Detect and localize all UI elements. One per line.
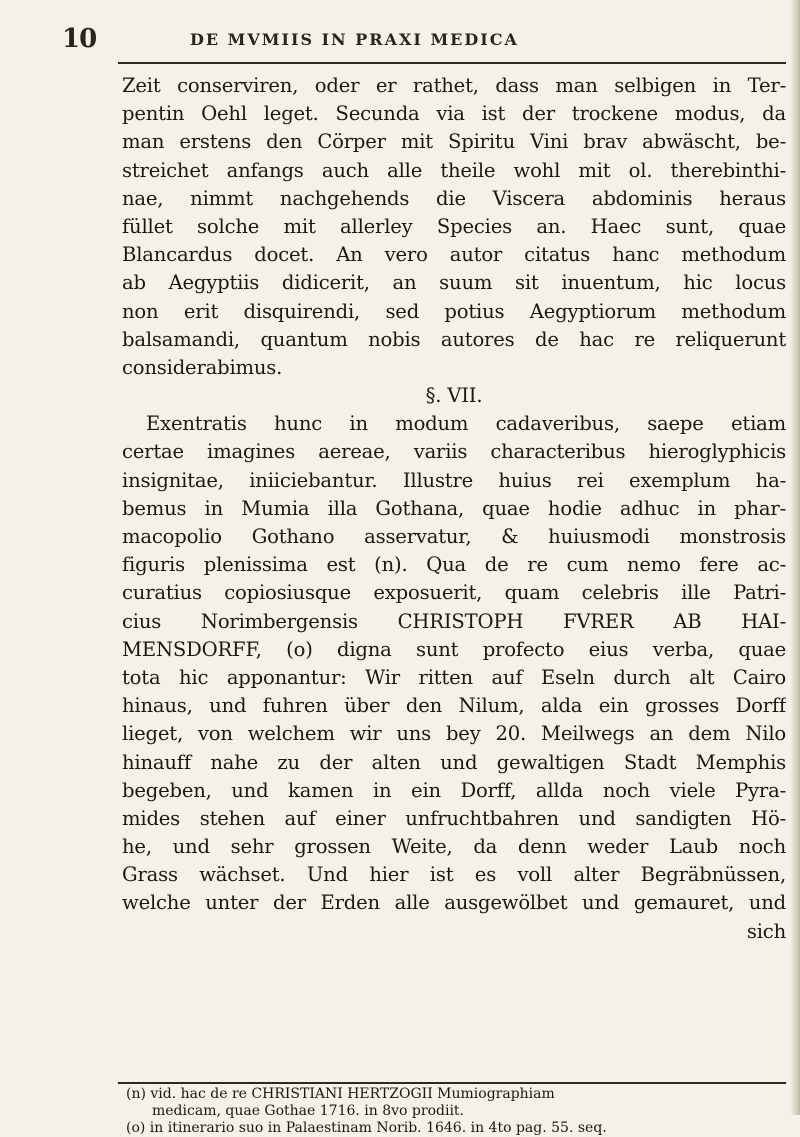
catchword: sich xyxy=(746,919,786,943)
section-heading: §. VII. xyxy=(425,384,483,408)
text-line: curatius copiosiusque exposuerit, quam celebris ille Patri- xyxy=(122,581,786,605)
text-line: he, und sehr grossen Weite, da denn weder Laub noch xyxy=(122,835,786,859)
text-line: füllet solche mit allerley Species an. Haec sunt, quae xyxy=(122,214,786,238)
text-line: pentin Oehl leget. Secunda via ist der trockene modus, da xyxy=(122,102,786,126)
text-line: balsamandi, quantum nobis autores de hac re reliquerunt xyxy=(122,327,786,351)
text-line: lieget, von welchem wir uns bey 20. Meilwegs an dem Nilo xyxy=(122,722,786,746)
text-line: Zeit conserviren, oder er rathet, dass man selbigen in Ter- xyxy=(122,74,786,97)
text-line: cius Norimbergensis CHRISTOPH FVRER AB HAI- xyxy=(122,609,786,633)
page-edge xyxy=(790,0,800,1115)
text-line: Blancardus docet. An vero autor citatus hanc methodum xyxy=(122,243,786,267)
text-line: nae, nimmt nachgehends die Viscera abdominis heraus xyxy=(122,186,786,210)
header-rule xyxy=(118,62,786,64)
text-line: welche unter der Erden alle ausgewölbet und gemauret, und xyxy=(122,891,786,915)
text-line: hinauff nahe zu der alten und gewaltigen Stadt Memphis xyxy=(122,750,786,774)
text-line: tota hic apponantur: Wir ritten auf Eseln durch alt Cairo xyxy=(122,665,786,689)
text-line: streichet anfangs auch alle theile wohl mit ol. therebinthi- xyxy=(122,158,786,182)
text-line: considerabimus. xyxy=(122,355,283,379)
text-line: begeben, und kamen in ein Dorff, allda noch viele Pyra- xyxy=(122,778,786,802)
footnote: (o) in itinerario suo in Palaestinam Norib. 1646. in 4to pag. 55. seq. xyxy=(126,1120,607,1136)
text-line: Exentratis hunc in modum cadaveribus, saepe etiam xyxy=(146,412,786,436)
body-text xyxy=(122,72,786,946)
footnote-rule xyxy=(118,1082,786,1084)
footnote-continuation: medicam, quae Gothae 1716. in 8vo prodiit. xyxy=(152,1103,465,1119)
text-line: ab Aegyptiis didicerit, an suum sit inuentum, hic locus xyxy=(122,271,786,295)
text-line: non erit disquirendi, sed potius Aegyptiorum methodum xyxy=(122,299,786,323)
text-line: man erstens den Cörper mit Spiritu Vini brav abwäscht, be- xyxy=(122,130,786,154)
running-head: DE MVMIIS IN PRAXI MEDICA xyxy=(190,30,519,49)
footnote: (n) vid. hac de re CHRISTIANI HERTZOGII Mumiographiam xyxy=(126,1086,555,1102)
text-line: Grass wächset. Und hier ist es voll alter Begräbnüssen, xyxy=(122,863,786,887)
text-line: figuris plenissima est (n). Qua de re cum nemo fere ac- xyxy=(122,553,786,577)
page-number: 10 xyxy=(62,24,97,54)
text-line: macopolio Gothano asservatur, & huiusmodi monstrosis xyxy=(122,525,786,548)
text-line: certae imagines aereae, variis characteribus hieroglyphicis xyxy=(122,440,786,464)
text-line: insignitae, iniiciebantur. Illustre huius rei exemplum ha- xyxy=(122,468,786,492)
text-line: hinaus, und fuhren über den Nilum, alda ein grosses Dorff xyxy=(122,694,786,718)
text-line: mides stehen auf einer unfruchtbahren und sandigten Hö- xyxy=(122,806,786,830)
text-line: MENSDORFF, (o) digna sunt profecto eius verba, quae xyxy=(122,637,786,661)
page-header xyxy=(62,24,787,54)
footnotes xyxy=(126,1086,786,1137)
text-line: bemus in Mumia illa Gothana, quae hodie adhuc in phar- xyxy=(122,496,786,520)
